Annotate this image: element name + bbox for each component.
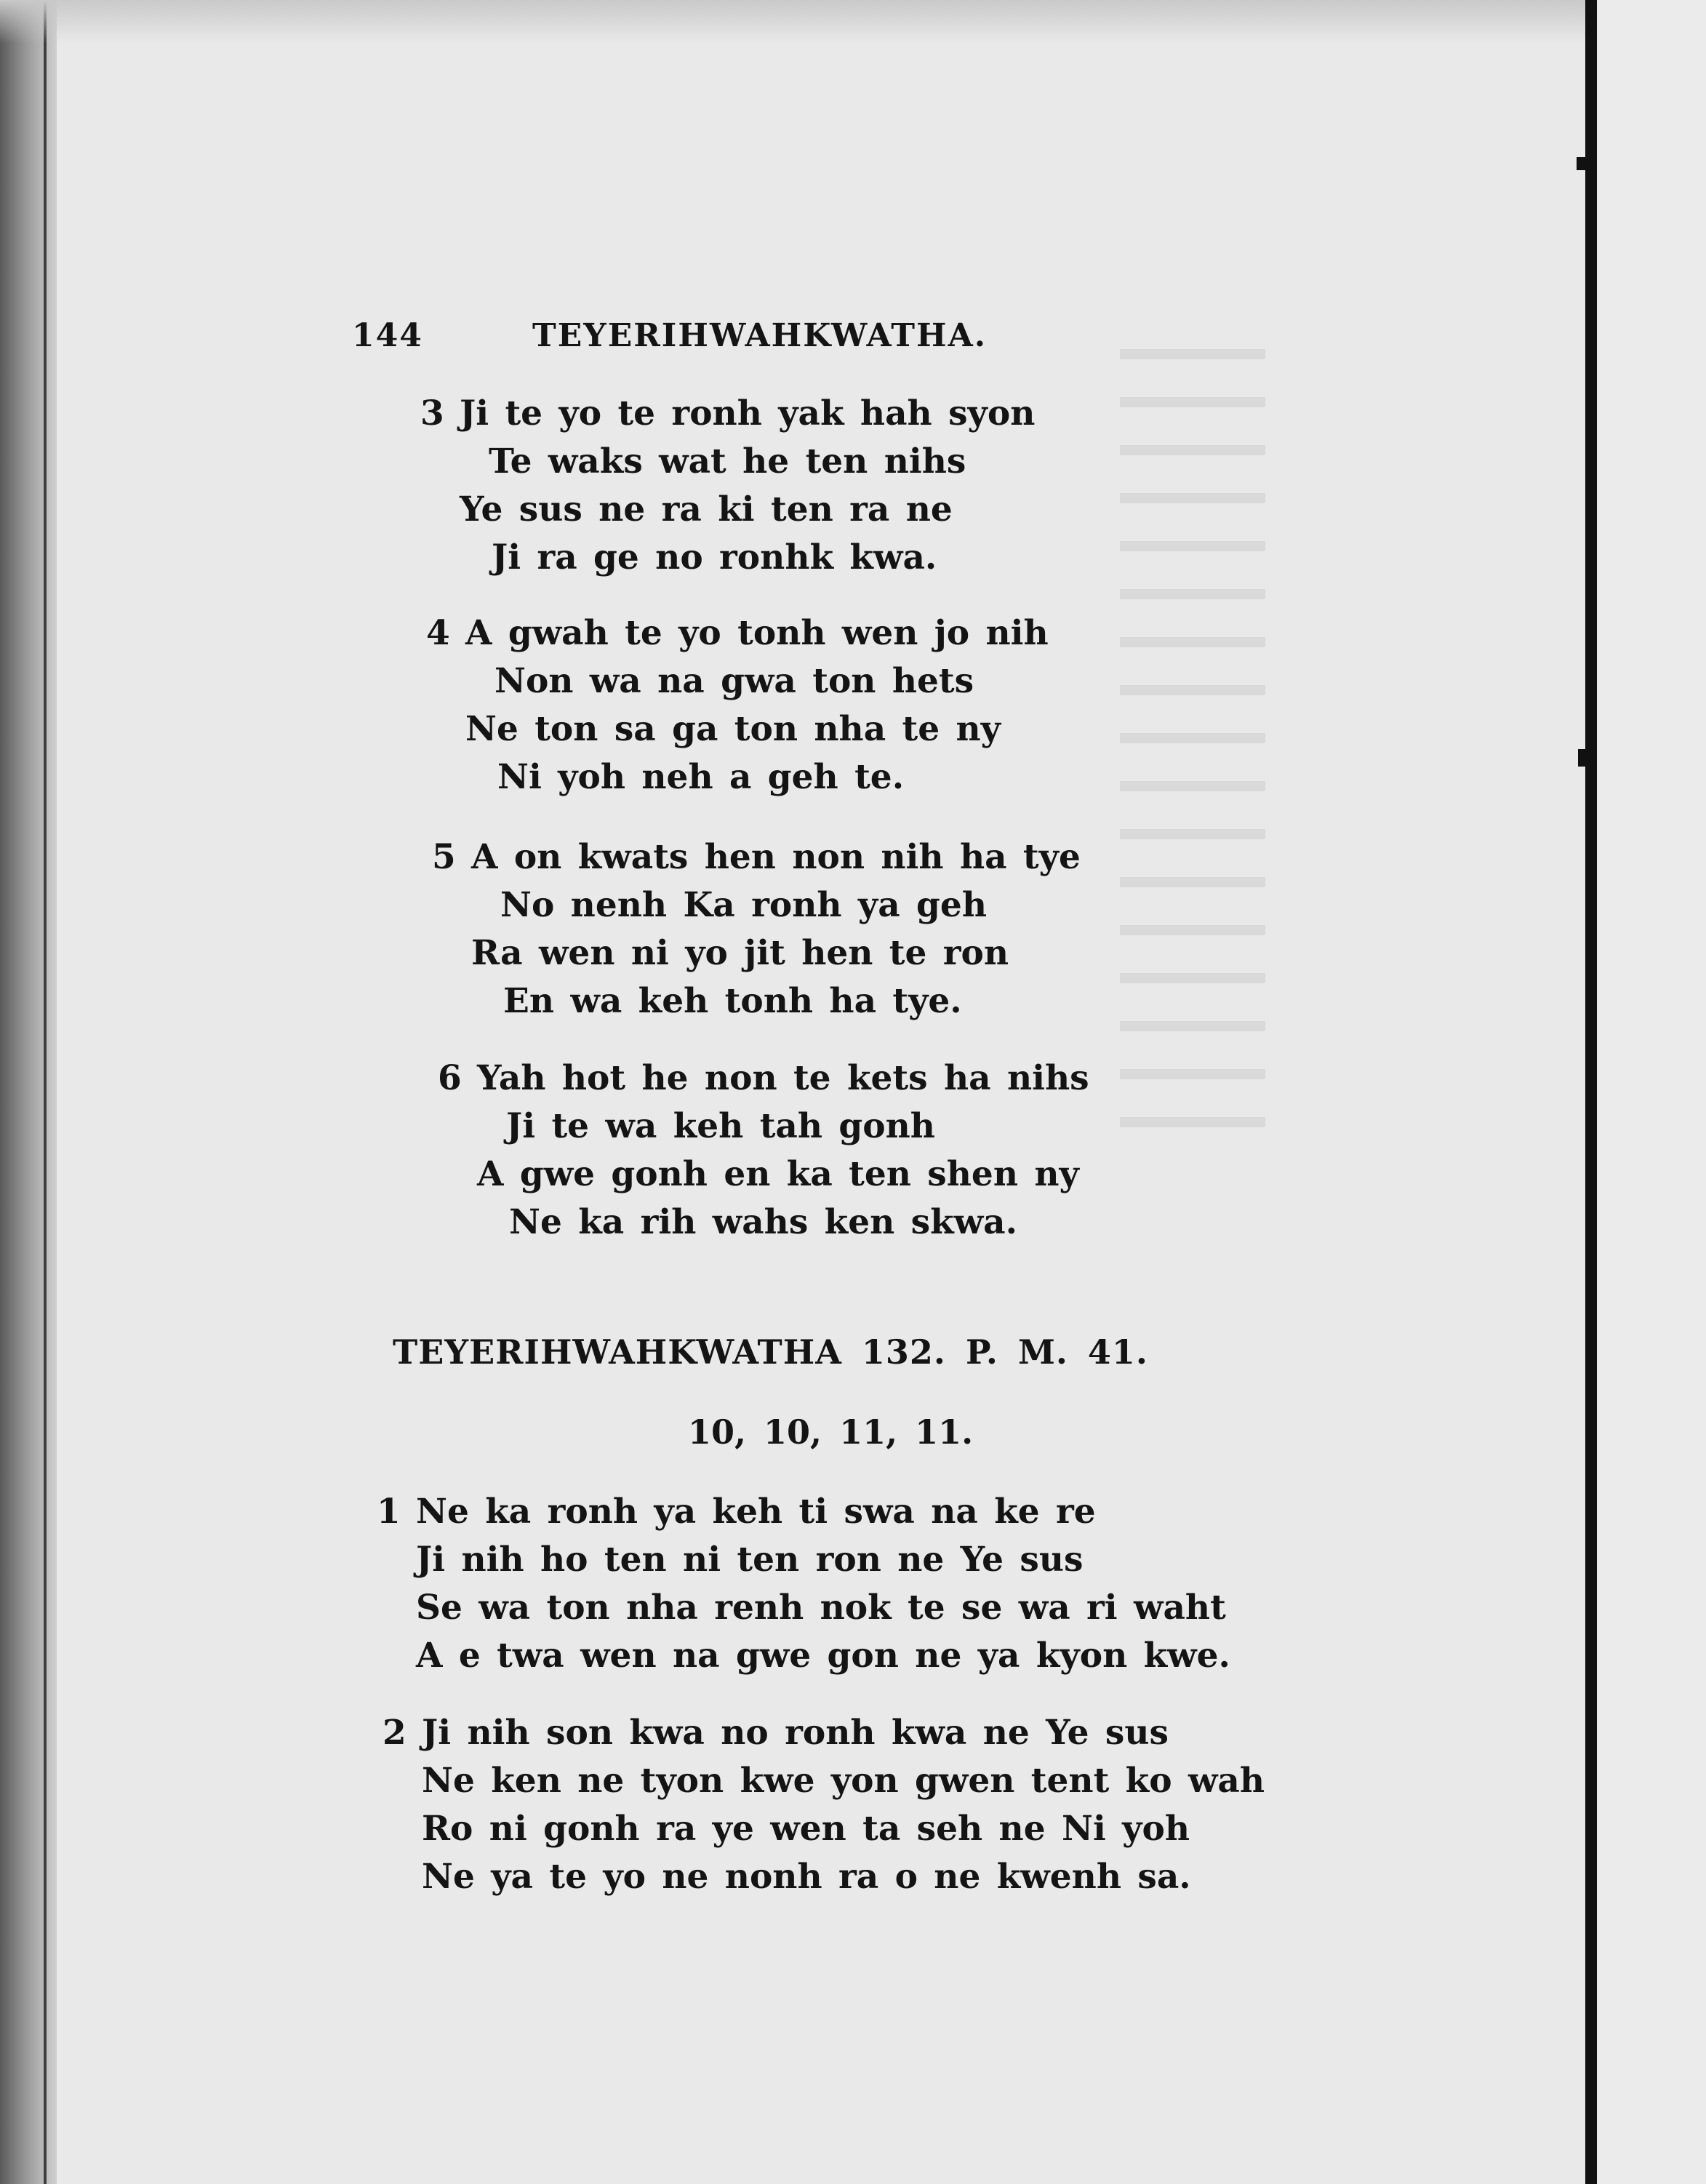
verse-line: No nenh Ka ronh ya geh <box>500 885 987 925</box>
verse-line: 5 A on kwats hen non nih ha tye <box>432 833 1081 881</box>
verse-line: 6 Yah hot he non te kets ha nihs <box>438 1055 1089 1103</box>
verse-line: Ni yoh neh a geh te. <box>497 757 905 797</box>
verse-line: Ne ken ne tyon kwe yon gwen tent ko wah <box>422 1761 1265 1801</box>
verse-line: Ne ka rih wahs ken skwa. <box>509 1202 1017 1242</box>
hymn-132-verse-2 <box>383 1709 1265 1901</box>
tune-number: 41. <box>1087 1332 1148 1372</box>
verse-line: 1 Ne ka ronh ya keh ti swa na ke re <box>377 1488 1230 1536</box>
verse-line: Ji nih ho ten ni ten ron ne Ye sus <box>416 1540 1084 1580</box>
scan-binding-line <box>44 0 47 2184</box>
scan-left-edge <box>0 0 57 2184</box>
running-title: TEYERIHWAHKWATHA. <box>532 317 988 354</box>
verse-4 <box>426 609 1049 801</box>
verse-3 <box>420 390 1035 582</box>
hymn-title <box>393 1332 1148 1372</box>
verse-number: 1 <box>377 1492 401 1532</box>
scan-top-shade <box>0 0 1706 44</box>
verse-number: 2 <box>383 1713 407 1753</box>
verse-line: Ne ton sa ga ton nha te ny <box>465 709 1001 749</box>
verse-line: Te waks wat he ten nihs <box>489 441 966 481</box>
verse-line: Non wa na gwa ton hets <box>494 661 974 701</box>
verse-line: Ra wen ni yo jit hen te ron <box>471 933 1009 973</box>
verse-number: 3 <box>420 393 444 433</box>
hymn-132-verse-1 <box>377 1488 1230 1680</box>
verse-line: Ne ya te yo ne nonh ra o ne kwenh sa. <box>422 1857 1191 1897</box>
verse-number: 5 <box>432 837 456 877</box>
scan-right-margin <box>1597 0 1706 2184</box>
hymn-name: TEYERIHWAHKWATHA 132. <box>393 1332 946 1372</box>
verse-line: A gwe gonh en ka ten shen ny <box>477 1154 1079 1194</box>
verse-line: A e twa wen na gwe gon ne ya kyon kwe. <box>416 1636 1230 1676</box>
scan-right-border <box>1585 0 1597 2184</box>
verse-line: Se wa ton nha renh nok te se wa ri waht <box>416 1588 1226 1628</box>
page-number: 144 <box>352 317 423 354</box>
verse-line: 4 A gwah te yo tonh wen jo nih <box>426 609 1049 657</box>
verse-line: Ro ni gonh ra ye wen ta seh ne Ni yoh <box>422 1809 1190 1849</box>
ink-bleed-through <box>1120 349 1265 1149</box>
verse-5 <box>432 833 1081 1025</box>
scan-border-notch <box>1577 157 1593 170</box>
verse-number: 6 <box>438 1058 462 1098</box>
hymn-meter: 10, 10, 11, 11. <box>688 1412 974 1452</box>
verse-line: Ji ra ge no ronhk kwa. <box>492 537 937 577</box>
meter-label: P. M. <box>965 1332 1068 1372</box>
verse-line: 3 Ji te yo te ronh yak hah syon <box>420 390 1035 438</box>
verse-6 <box>438 1055 1089 1247</box>
verse-line: Ji te wa keh tah gonh <box>506 1106 935 1146</box>
verse-number: 4 <box>426 613 450 653</box>
verse-line: Ye sus ne ra ki ten ra ne <box>460 489 953 529</box>
scan-border-notch <box>1578 749 1590 767</box>
verse-line: 2 Ji nih son kwa no ronh kwa ne Ye sus <box>383 1709 1265 1757</box>
verse-line: En wa keh tonh ha tye. <box>503 981 962 1021</box>
running-head <box>352 317 987 354</box>
